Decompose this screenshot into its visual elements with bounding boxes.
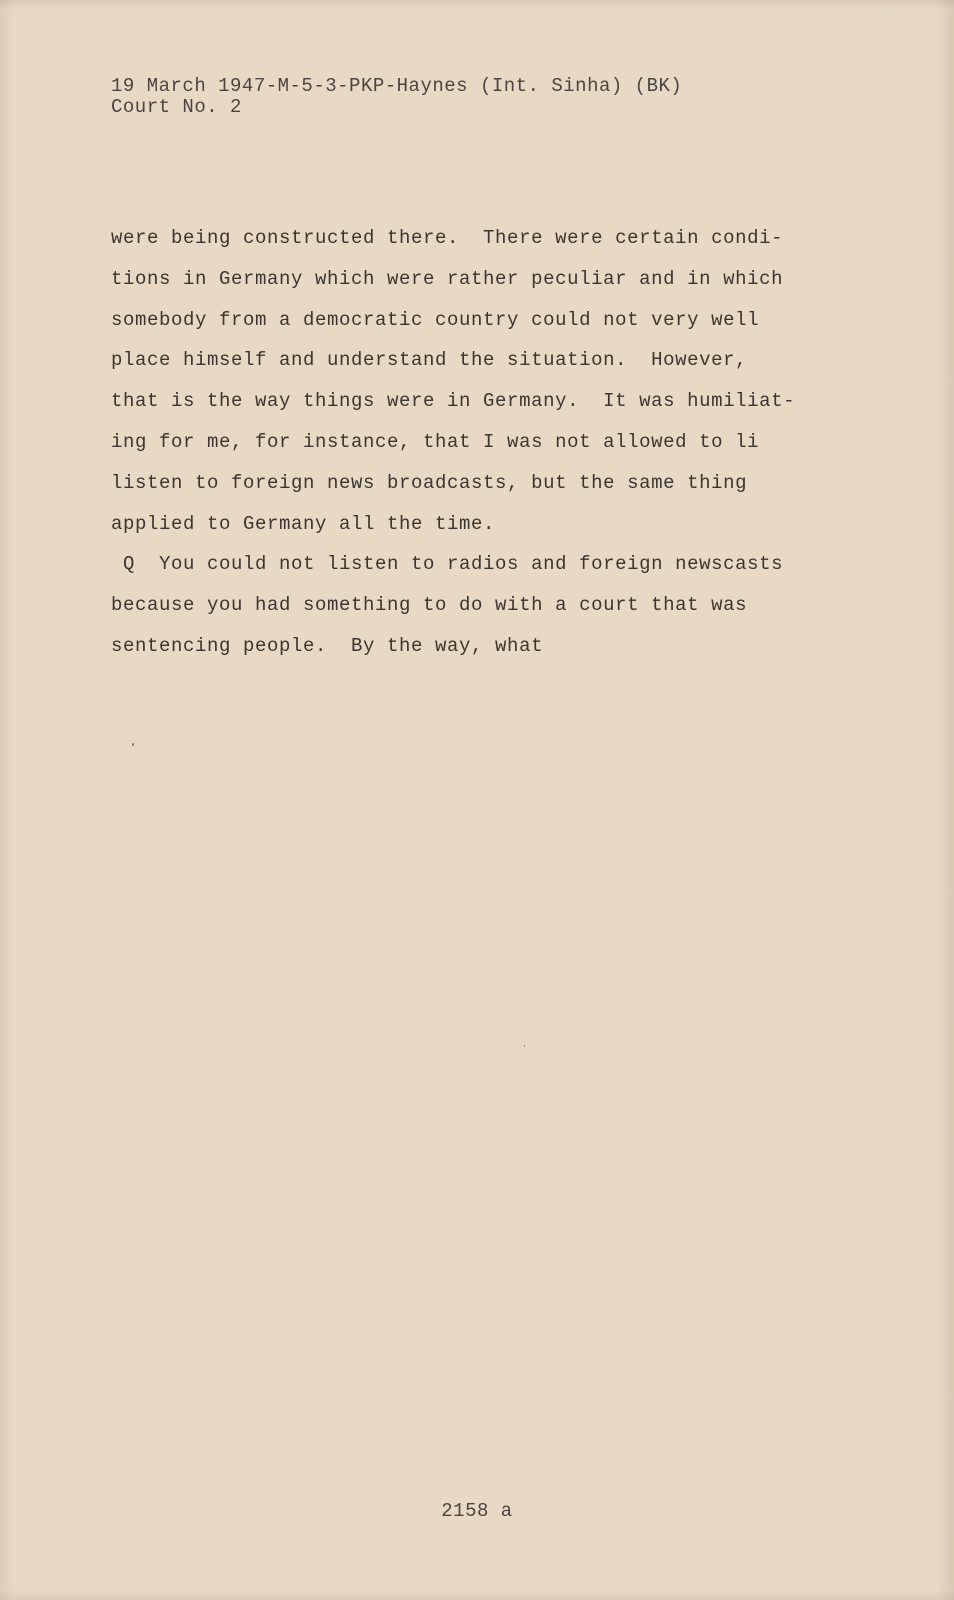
body-line: that is the way things were in Germany. It was humiliat- bbox=[111, 390, 796, 413]
header-session-line: 19 March 1947-M-5-3-PKP-Haynes (Int. Sinha) (BK) bbox=[111, 75, 683, 97]
body-line: because you had something to do with a court that was bbox=[111, 594, 748, 617]
transcript-body bbox=[111, 218, 831, 667]
body-line: ing for me, for instance, that I was not allowed to li bbox=[111, 430, 760, 453]
body-line: sentencing people. By the way, what bbox=[111, 634, 544, 657]
body-line: listen to foreign news broadcasts, but the same thing bbox=[111, 471, 748, 494]
body-line: somebody from a democratic country could not very well bbox=[111, 308, 760, 331]
paper-speck bbox=[132, 743, 134, 746]
page-number: 2158 a bbox=[441, 1500, 513, 1522]
header-court-line: Court No. 2 bbox=[111, 96, 242, 118]
body-line: Q You could not listen to radios and foreign newscasts bbox=[111, 553, 784, 576]
paper-speck bbox=[524, 1045, 525, 1047]
transcript-header bbox=[111, 76, 682, 118]
body-line: applied to Germany all the time. bbox=[111, 512, 496, 535]
body-line: tions in Germany which were rather peculiar and in which bbox=[111, 267, 784, 290]
body-line: were being constructed there. There were certain condi- bbox=[111, 227, 784, 249]
body-line: place himself and understand the situation. However, bbox=[111, 349, 748, 372]
